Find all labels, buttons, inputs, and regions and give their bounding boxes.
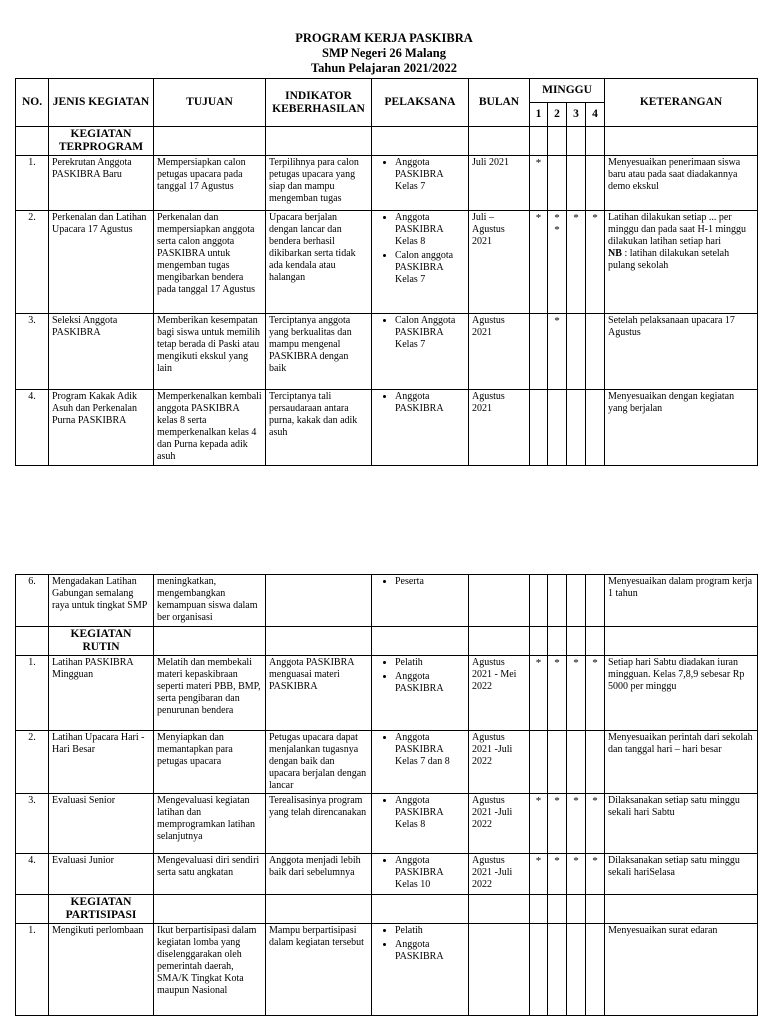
week-2-mark: *	[548, 794, 567, 854]
pelaksana-item: • Anggota PASKIBRA	[395, 939, 465, 963]
row-keterangan	[605, 156, 758, 211]
pelaksana-list	[375, 212, 465, 286]
pelaksana-list	[375, 732, 465, 768]
week-4-mark: *	[586, 854, 605, 895]
row-tujuan: meningkatkan, mengembangkan kemampuan siswa dalam ber organisasi	[154, 575, 266, 627]
row-pelaksana	[372, 854, 469, 895]
pelaksana-list	[375, 795, 465, 831]
row-tujuan: Memberikan kesempatan bagi siswa untuk memilih tetap berada di Paski atau mengikuti ekskul yang lain	[154, 314, 266, 390]
pelaksana-list	[375, 157, 465, 193]
row-number: 2.	[16, 731, 49, 794]
week-3-mark	[567, 314, 586, 390]
pelaksana-item: • Peserta	[395, 576, 465, 588]
section-partisipasi: KEGIATAN PARTISIPASI	[49, 895, 154, 924]
week-3-mark	[567, 390, 586, 466]
row-indikator: Terpilihnya para calon petugas upacara yang siap dan mampu mengemban tugas	[266, 156, 372, 211]
pelaksana-list	[375, 657, 465, 695]
week-1-mark	[530, 314, 548, 390]
keterangan-text: Setelah pelaksanaan upacara 17 Agustus	[608, 315, 735, 338]
week-3-mark	[567, 924, 586, 1016]
row-tujuan: Mengevaluasi kegiatan latihan dan memprogramkan latihan selanjutnya	[154, 794, 266, 854]
week-3-mark: *	[567, 656, 586, 731]
row-pelaksana	[372, 390, 469, 466]
table-row	[16, 156, 758, 211]
week-3-mark: *	[567, 211, 586, 314]
week-4-mark	[586, 314, 605, 390]
row-number: 1.	[16, 924, 49, 1016]
row-indikator: Terealisasinya program yang telah direncanakan	[266, 794, 372, 854]
pelaksana-item: • Anggota PASKIBRA	[395, 391, 465, 415]
row-indikator: Anggota menjadi lebih baik dari sebelumnya	[266, 854, 372, 895]
col-week-3: 3	[567, 103, 586, 127]
keterangan-text: Dilaksanakan setiap satu minggu sekali hari Sabtu	[608, 795, 740, 818]
pelaksana-item: • Calon anggota PASKIBRA Kelas 7	[395, 250, 465, 286]
section-row	[16, 127, 758, 156]
week-2-mark: *	[548, 854, 567, 895]
row-number: 4.	[16, 390, 49, 466]
row-jenis: Mengikuti perlombaan	[49, 924, 154, 1016]
col-no: NO.	[16, 79, 49, 127]
table-row	[16, 575, 758, 627]
row-tujuan: Melatih dan membekali materi kepaskibraan seperti materi PBB, BMP, serta pengibaran dan penurunan bendera	[154, 656, 266, 731]
col-week-1: 1	[530, 103, 548, 127]
header-row	[16, 79, 758, 103]
row-tujuan: Menyiapkan dan memantapkan para petugas upacara	[154, 731, 266, 794]
row-jenis: Program Kakak Adik Asuh dan Perkenalan Purna PASKIBRA	[49, 390, 154, 466]
table-row	[16, 211, 758, 314]
week-2-mark	[548, 924, 567, 1016]
keterangan-text: Menyesuaikan dalam program kerja 1 tahun	[608, 576, 753, 599]
week-4-mark	[586, 731, 605, 794]
row-indikator: Terciptanya anggota yang berkualitas dan mampu mengenal PASKIBRA dengan baik	[266, 314, 372, 390]
row-jenis: Latihan Upacara Hari - Hari Besar	[49, 731, 154, 794]
pelaksana-item: • Pelatih	[395, 925, 465, 937]
week-1-mark	[530, 924, 548, 1016]
week-4-mark	[586, 575, 605, 627]
section-row	[16, 895, 758, 924]
row-number: 2.	[16, 211, 49, 314]
week-2-mark: *	[548, 314, 567, 390]
row-bulan: Juli – Agustus 2021	[469, 211, 530, 314]
row-bulan: Agustus 2021 -Juli 2022	[469, 731, 530, 794]
pelaksana-item: • Calon Anggota PASKIBRA Kelas 7	[395, 315, 465, 351]
row-indikator: Anggota PASKIBRA menguasai materi PASKIBRA	[266, 656, 372, 731]
row-keterangan	[605, 794, 758, 854]
col-week-4: 4	[586, 103, 605, 127]
row-bulan: Agustus 2021 -Juli 2022	[469, 854, 530, 895]
week-3-mark	[567, 156, 586, 211]
table-row	[16, 731, 758, 794]
row-indikator: Terciptanya tali persaudaraan antara purna, kakak dan adik asuh	[266, 390, 372, 466]
section-rutin: KEGIATAN RUTIN	[49, 627, 154, 656]
week-2-mark	[548, 156, 567, 211]
school-year: Tahun Pelajaran 2021/2022	[310, 61, 458, 75]
row-number: 3.	[16, 794, 49, 854]
row-keterangan	[605, 211, 758, 314]
row-pelaksana	[372, 924, 469, 1016]
week-2-mark: * *	[548, 211, 567, 314]
week-4-mark	[586, 924, 605, 1016]
row-number: 4.	[16, 854, 49, 895]
col-jenis: JENIS KEGIATAN	[49, 79, 154, 127]
row-indikator: Petugas upacara dapat menjalankan tugasnya dengan baik dan upacara berjalan dengan lancar	[266, 731, 372, 794]
week-4-mark: *	[586, 794, 605, 854]
pelaksana-item: • Anggota PASKIBRA Kelas 7 dan 8	[395, 732, 465, 768]
week-1-mark: *	[530, 656, 548, 731]
row-number: 1.	[16, 656, 49, 731]
week-3-mark: *	[567, 794, 586, 854]
row-jenis: Perkenalan dan Latihan Upacara 17 Agustus	[49, 211, 154, 314]
pelaksana-item: • Anggota PASKIBRA Kelas 8	[395, 212, 465, 248]
week-3-mark	[567, 731, 586, 794]
school-name: SMP Negeri 26 Malang	[322, 46, 446, 60]
row-keterangan	[605, 390, 758, 466]
keterangan-text: Menyesuaikan dengan kegiatan yang berjalan	[608, 391, 735, 414]
keterangan-text: Menyesuaikan perintah dari sekolah dan tanggal hari – hari besar	[608, 732, 753, 755]
row-pelaksana	[372, 794, 469, 854]
keterangan-text: Dilaksanakan setiap satu minggu sekali hariSelasa	[608, 855, 740, 878]
week-2-mark: *	[548, 656, 567, 731]
pelaksana-list	[375, 315, 465, 351]
row-indikator: Upacara berjalan dengan lancar dan bendera berhasil dikibarkan serta tidak ada kendala atau halangan	[266, 211, 372, 314]
row-keterangan	[605, 656, 758, 731]
keterangan-text: Menyesuaikan surat edaran	[608, 925, 718, 936]
week-1-mark: *	[530, 854, 548, 895]
pelaksana-item: • Anggota PASKIBRA Kelas 7	[395, 157, 465, 193]
row-pelaksana	[372, 575, 469, 627]
week-4-mark	[586, 156, 605, 211]
row-keterangan	[605, 575, 758, 627]
row-jenis: Perekrutan Anggota PASKIBRA Baru	[49, 156, 154, 211]
week-4-mark: *	[586, 211, 605, 314]
col-bulan: BULAN	[469, 79, 530, 127]
keterangan-text: Latihan dilakukan setiap ... per minggu dan pada saat H-1 minggu dilakukan latihan setiap hari	[608, 212, 747, 247]
row-bulan: Agustus 2021	[469, 314, 530, 390]
row-keterangan	[605, 314, 758, 390]
row-jenis: Seleksi Anggota PASKIBRA	[49, 314, 154, 390]
row-number: 6.	[16, 575, 49, 627]
week-1-mark	[530, 731, 548, 794]
row-tujuan: Mengevaluasi diri sendiri serta satu angkatan	[154, 854, 266, 895]
row-pelaksana	[372, 656, 469, 731]
week-1-mark	[530, 390, 548, 466]
pelaksana-item: • Anggota PASKIBRA Kelas 8	[395, 795, 465, 831]
keterangan-text: Menyesuaikan penerimaan siswa baru atau pada saat diadakannya demo ekskul	[608, 157, 741, 192]
row-tujuan: Mempersiapkan calon petugas upacara pada tanggal 17 Agustus	[154, 156, 266, 211]
doc-title: PROGRAM KERJA PASKIBRA	[295, 31, 473, 45]
row-jenis: Latihan PASKIBRA Mingguan	[49, 656, 154, 731]
nb-text: : latihan dilakukan setelah pulang sekolah	[608, 248, 730, 271]
row-bulan	[469, 575, 530, 627]
row-keterangan	[605, 731, 758, 794]
row-keterangan	[605, 924, 758, 1016]
col-minggu: MINGGU	[530, 79, 605, 103]
week-4-mark: *	[586, 656, 605, 731]
week-4-mark	[586, 390, 605, 466]
week-1-mark: *	[530, 794, 548, 854]
col-week-2: 2	[548, 103, 567, 127]
row-tujuan: Memperkenalkan kembali anggota PASKIBRA kelas 8 serta memperkenalkan kelas 4 dan Purna kepada adik asuh	[154, 390, 266, 466]
row-indikator	[266, 575, 372, 627]
row-pelaksana	[372, 156, 469, 211]
week-1-mark: *	[530, 156, 548, 211]
program-table-part-2	[15, 574, 758, 1016]
table-row	[16, 794, 758, 854]
row-bulan: Agustus 2021 - Mei 2022	[469, 656, 530, 731]
pelaksana-item: • Pelatih	[395, 657, 465, 669]
row-keterangan	[605, 854, 758, 895]
row-tujuan: Perkenalan dan mempersiapkan anggota serta calon anggota PASKIBRA untuk mengemban tugas mengibarkan bendera pada tanggal 17 Agustus	[154, 211, 266, 314]
row-number: 3.	[16, 314, 49, 390]
week-1-mark	[530, 575, 548, 627]
pelaksana-list	[375, 391, 465, 415]
table-row	[16, 924, 758, 1016]
row-number: 1.	[16, 156, 49, 211]
week-1-mark: *	[530, 211, 548, 314]
col-indikator: INDIKATOR KEBERHASILAN	[266, 79, 372, 127]
table-row	[16, 314, 758, 390]
week-3-mark	[567, 575, 586, 627]
row-pelaksana	[372, 731, 469, 794]
col-pelaksana: PELAKSANA	[372, 79, 469, 127]
table-row	[16, 854, 758, 895]
row-indikator: Mampu berpartisipasi dalam kegiatan tersebut	[266, 924, 372, 1016]
pelaksana-item: • Anggota PASKIBRA	[395, 671, 465, 695]
week-3-mark: *	[567, 854, 586, 895]
table-row	[16, 656, 758, 731]
keterangan-text: Setiap hari Sabtu diadakan iuran mingguan. Kelas 7,8,9 sebesar Rp 5000 per minggu	[608, 657, 745, 692]
row-bulan: Juli 2021	[469, 156, 530, 211]
pelaksana-item: • Anggota PASKIBRA Kelas 10	[395, 855, 465, 891]
row-jenis: Evaluasi Junior	[49, 854, 154, 895]
row-bulan: Agustus 2021 -Juli 2022	[469, 794, 530, 854]
nb-label: NB	[608, 248, 622, 259]
program-table-part-1	[15, 78, 758, 466]
table-row	[16, 390, 758, 466]
section-terprogram: KEGIATAN TERPROGRAM	[49, 127, 154, 156]
section-row	[16, 627, 758, 656]
pelaksana-list	[375, 925, 465, 963]
col-tujuan: TUJUAN	[154, 79, 266, 127]
row-pelaksana	[372, 314, 469, 390]
week-2-mark	[548, 390, 567, 466]
week-2-mark	[548, 575, 567, 627]
week-2-mark	[548, 731, 567, 794]
row-pelaksana	[372, 211, 469, 314]
row-jenis: Evaluasi Senior	[49, 794, 154, 854]
row-bulan	[469, 924, 530, 1016]
col-keterangan: KETERANGAN	[605, 79, 758, 127]
row-tujuan: Ikut berpartisipasi dalam kegiatan lomba yang diselenggarakan oleh pemerintah daerah, SMA/K Tingkat Kota maupun Nasional	[154, 924, 266, 1016]
row-bulan: Agustus 2021	[469, 390, 530, 466]
pelaksana-list	[375, 855, 465, 891]
pelaksana-list	[375, 576, 465, 588]
row-jenis: Mengadakan Latihan Gabungan semalang raya untuk tingkat SMP	[49, 575, 154, 627]
